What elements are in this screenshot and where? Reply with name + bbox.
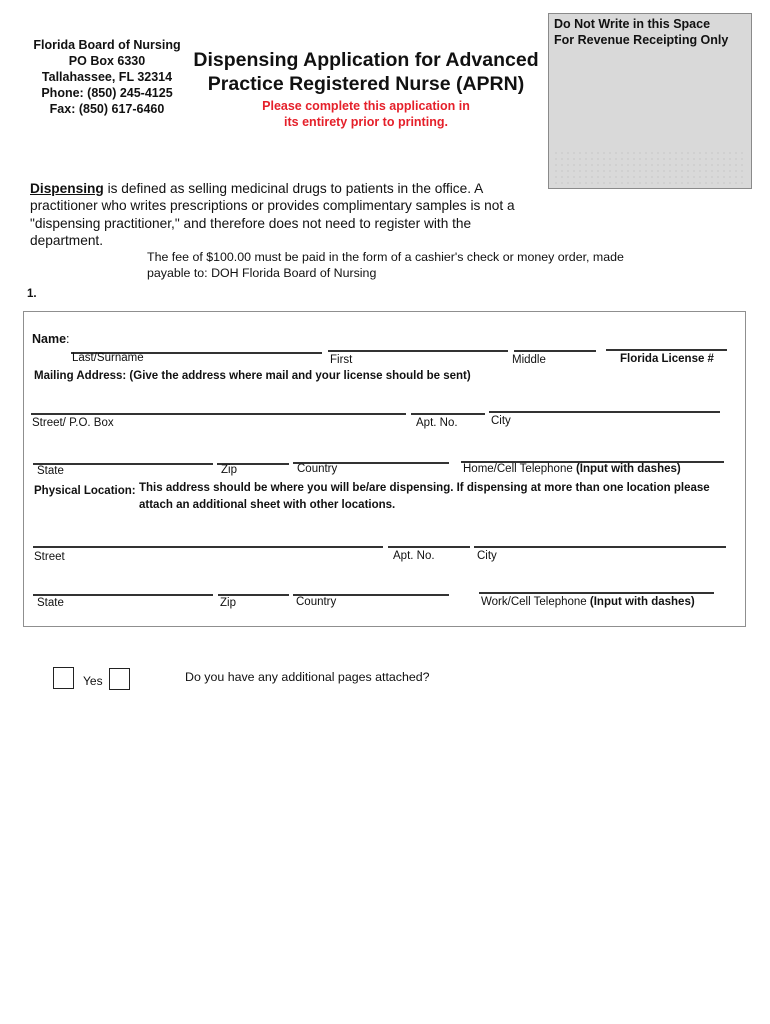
city-state-zip: Tallahassee, FL 32314 bbox=[41, 70, 173, 84]
apt-label: Apt. No. bbox=[416, 417, 458, 429]
physical-zip-field[interactable] bbox=[218, 594, 289, 596]
physical-apt-label: Apt. No. bbox=[393, 550, 435, 562]
section-number: 1. bbox=[27, 288, 37, 300]
board-address bbox=[22, 37, 192, 117]
physical-street-label: Street bbox=[34, 551, 65, 563]
name-label: Name: bbox=[32, 332, 70, 346]
physical-state-field[interactable] bbox=[33, 594, 213, 596]
physical-state-label: State bbox=[37, 597, 64, 609]
attachments-question: Do you have any additional pages attached? bbox=[185, 670, 430, 684]
attachments-checkbox-blank[interactable] bbox=[53, 667, 74, 689]
notice-line-2: its entirety prior to printing. bbox=[284, 115, 448, 129]
fax: Fax: (850) 617-6460 bbox=[49, 102, 165, 116]
page-title bbox=[186, 48, 546, 96]
notice-line-1: Please complete this application in bbox=[262, 99, 470, 113]
license-label: Florida License # bbox=[620, 353, 714, 365]
yes-label: Yes bbox=[83, 674, 103, 688]
physical-city-field[interactable] bbox=[474, 546, 726, 548]
physical-country-label: Country bbox=[296, 596, 337, 608]
country-label: Country bbox=[297, 463, 338, 475]
physical-city-label: City bbox=[477, 550, 497, 562]
physical-street-field[interactable] bbox=[33, 546, 383, 548]
mailing-apt-field[interactable] bbox=[411, 413, 485, 415]
work-telephone-label: Work/Cell Telephone (Input with dashes) bbox=[481, 596, 695, 608]
phone: Phone: (850) 245-4125 bbox=[41, 86, 173, 100]
completion-notice bbox=[216, 98, 516, 130]
dispensing-term: Dispensing bbox=[30, 181, 104, 196]
first-name-label: First bbox=[330, 354, 353, 366]
city-label: City bbox=[491, 415, 511, 427]
mailing-address-label: Mailing Address: (Give the address where mail and your license should be sent) bbox=[34, 370, 471, 382]
title-line-2: Practice Registered Nurse (APRN) bbox=[207, 73, 525, 95]
mailing-street-field[interactable] bbox=[31, 413, 406, 415]
license-number-field[interactable] bbox=[606, 349, 727, 351]
street-po-label: Street/ P.O. Box bbox=[32, 417, 114, 429]
attachments-yes-checkbox[interactable] bbox=[109, 668, 130, 690]
work-telephone-field[interactable] bbox=[479, 592, 714, 594]
last-name-label: Last/Surname bbox=[72, 352, 144, 364]
dispensing-definition bbox=[30, 180, 540, 250]
middle-name-label: Middle bbox=[512, 354, 546, 366]
revenue-line-2: For Revenue Receipting Only bbox=[554, 33, 729, 47]
zip-label: Zip bbox=[221, 464, 237, 476]
definition-text: is defined as selling medicinal drugs to patients in the office. A practitioner who writes prescriptions or provides complimentary samples is not a "dispensing practitioner," and therefore does not need to register with the department. bbox=[30, 181, 515, 249]
org-name: Florida Board of Nursing bbox=[33, 38, 181, 52]
state-label: State bbox=[37, 465, 64, 477]
title-line-1: Dispensing Application for Advanced bbox=[193, 49, 539, 71]
middle-name-field[interactable] bbox=[514, 350, 596, 352]
physical-location-label: Physical Location: bbox=[34, 485, 136, 497]
home-telephone-label: Home/Cell Telephone (Input with dashes) bbox=[463, 463, 681, 475]
revenue-line-1: Do Not Write in this Space bbox=[554, 17, 711, 31]
receipt-stamp-area bbox=[553, 150, 747, 184]
mailing-city-field[interactable] bbox=[489, 411, 720, 413]
fee-statement: The fee of $100.00 must be paid in the form of a cashier's check or money order, made payable to: DOH Florida Board of Nursing bbox=[147, 250, 624, 280]
first-name-field[interactable] bbox=[328, 350, 508, 352]
physical-apt-field[interactable] bbox=[388, 546, 470, 548]
applicant-form bbox=[23, 311, 746, 627]
physical-location-note: This address should be where you will be/are dispensing. If dispensing at more than one location please attach an additional sheet with other locations. bbox=[139, 482, 710, 511]
revenue-receipting-box bbox=[548, 13, 752, 189]
physical-zip-label: Zip bbox=[220, 597, 236, 609]
po-box: PO Box 6330 bbox=[68, 54, 146, 68]
revenue-box-label bbox=[554, 16, 728, 48]
